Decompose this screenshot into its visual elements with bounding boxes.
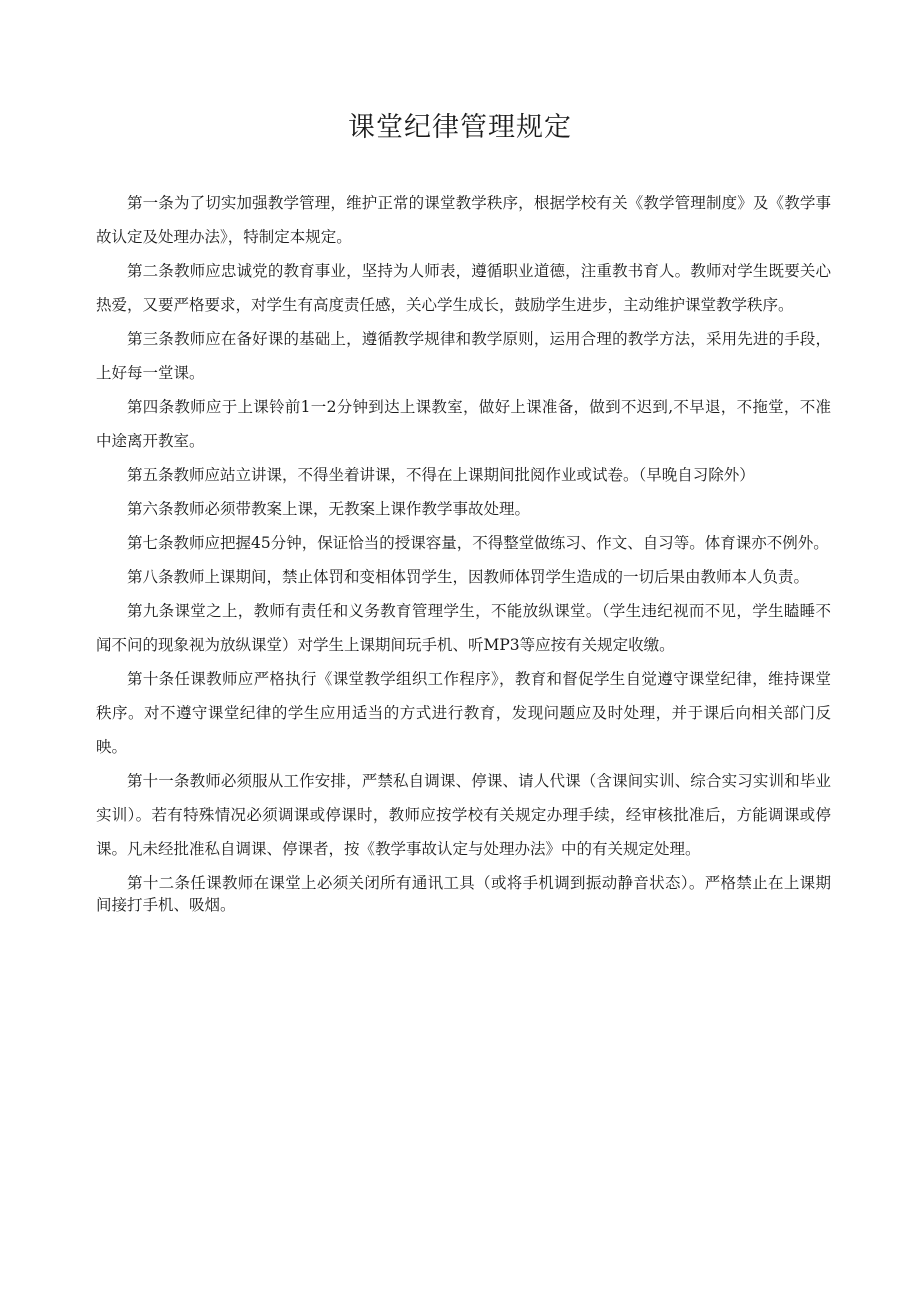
document-body <box>96 186 831 916</box>
article-10: 第十条任课教师应严格执行《课堂教学组织工作程序》，教育和督促学生自觉遵守课堂纪律，维持课堂秩序。对不遵守课堂纪律的学生应用适当的方式进行教育，发现问题应及时处理，并于课后向相关部门反映。 <box>96 670 831 756</box>
article-1: 第一条为了切实加强教学管理，维护正常的课堂教学秩序，根据学校有关《教学管理制度》及《教学事故认定及处理办法》，特制定本规定。 <box>96 194 831 246</box>
article-4: 第四条教师应于上课铃前1一2分钟到达上课教室，做好上课准备，做到不迟到,不早退，不拖堂，不准中途离开教室。 <box>96 398 831 450</box>
article-2: 第二条教师应忠诚党的教育事业，坚持为人师表，遵循职业道德，注重教书育人。教师对学生既要关心热爱，又要严格要求，对学生有高度责任感，关心学生成长，鼓励学生进步，主动维护课堂教学秩序。 <box>96 262 831 314</box>
article-11: 第十一条教师必须服从工作安排，严禁私自调课、停课、请人代课（含课间实训、综合实习实训和毕业实训）。若有特殊情况必须调课或停课时，教师应按学校有关规定办理手续，经审核批准后，方能调课或停课。凡未经批准私自调课、停课者，按《教学事故认定与处理办法》中的有关规定处理。 <box>96 772 831 858</box>
article-7: 第七条教师应把握45分钟，保证恰当的授课容量，不得整堂做练习、作文、自习等。体育课亦不例外。 <box>127 534 829 552</box>
article-6: 第六条教师必须带教案上课，无教案上课作教学事故处理。 <box>127 500 531 518</box>
article-8: 第八条教师上课期间，禁止体罚和变相体罚学生，因教师体罚学生造成的一切后果由教师本人负责。 <box>127 568 810 586</box>
article-5: 第五条教师应站立讲课，不得坐着讲课，不得在上课期间批阅作业或试卷。（早晚自习除外） <box>127 466 755 484</box>
article-3: 第三条教师应在备好课的基础上，遵循教学规律和教学原则，运用合理的教学方法，采用先进的手段，上好每一堂课。 <box>96 330 831 382</box>
document-title: 课堂纪律管理规定 <box>348 112 572 143</box>
article-12: 第十二条任课教师在课堂上必须关闭所有通讯工具（或将手机调到振动静音状态）。严格禁止在上课期间接打手机、吸烟。 <box>96 874 831 914</box>
article-9: 第九条课堂之上，教师有责任和义务教育管理学生，不能放纵课堂。（学生违纪视而不见，学生瞌睡不闻不问的现象视为放纵课堂）对学生上课期间玩手机、听MP3等应按有关规定收缴。 <box>96 602 831 654</box>
